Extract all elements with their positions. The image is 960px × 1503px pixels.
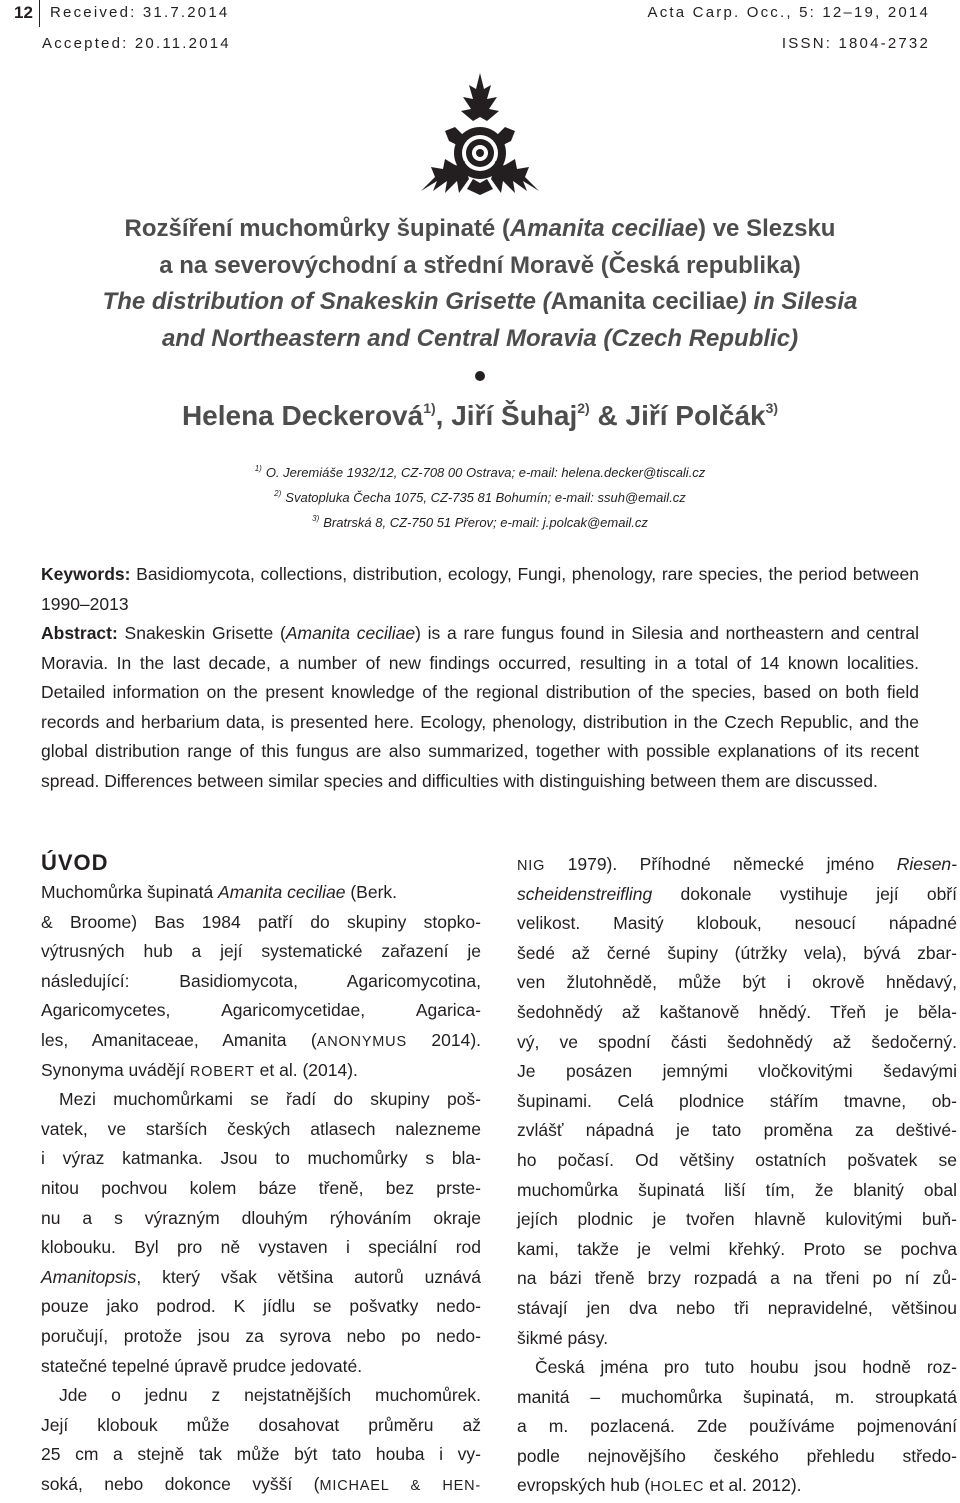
abstract-label: Abstract: [41,623,118,643]
affiliation-2: $^{2)}$ Svatopluka Čecha 1075, CZ-735 81 Bohumín; e-mail: ssuh@email.cz [274,489,686,505]
text-line: pouze jako podrod. K jídlu se pošvatky nedo- [41,1296,481,1317]
issn: ISSN: 1804-2732 [781,35,930,52]
article-title [40,211,920,357]
text-line: vý, ve spodní části šedohnědý až šedočerný. [517,1031,957,1052]
text-line: Muchomůrka šupinatá Amanita ceciliae (Berk. [41,882,398,902]
author-3: Jiří Polčák [625,400,766,431]
text-line: Synonyma uvádějí ROBERT et al. (2014). [41,1059,358,1080]
text-line: nu a s výrazným dlouhým rýhováním okraje [41,1207,481,1228]
section-heading-uvod: ÚVOD [41,850,109,875]
text-line: Její klobouk může dosahovat průměru až [41,1414,481,1435]
text-line: manitá – muchomůrka šupinatá, m. stroupkatá [517,1386,957,1407]
text-line: poručují, protože jsou za syrova nebo po nedo- [41,1325,481,1346]
text-line: NIG 1979). Příhodné německé jméno Riesen- [517,854,957,874]
text-line: Amanitopsis, který však většina autorů uznává [41,1266,481,1287]
text-line: i výraz katmanka. Jsou to muchomůrky s bla- [41,1148,481,1169]
text-line: podle nejnovějšího českého přehledu středo- [517,1445,957,1466]
text-line: les, Amanitaceae, Amanita (ANONYMUS 2014). [41,1029,482,1050]
author-3-mark: 3) [765,400,779,416]
text-line: jejích plodnic je tvořen hlavně kulovitými buň- [517,1209,957,1230]
keywords-label: Keywords: [41,564,131,584]
text-line: vatek, ve starších českých atlasech nalezneme [41,1118,481,1139]
text-line: na bázi třeně brzy rozpadá a na třeni po ní zů- [517,1268,957,1289]
text-line: velikost. Masitý klobouk, nesoucí nápadné [517,913,957,934]
text-line: Je posázen jemnými vločkovitými šedavými [517,1061,957,1082]
species-name: Amanita ceciliae [550,288,739,315]
text-line: šedohnědý až kaštanově hnědý. Třeň je běla- [517,1001,957,1022]
author-1: Helena Deckerová [181,400,424,431]
text-line: šikmé pásy. [517,1327,609,1348]
text-line: evropských hub (HOLEC et al. 2012). [517,1475,802,1496]
separator-dot [475,371,485,381]
header-divider [39,0,40,27]
title-english-line-2: and Northeastern and Central Moravia (Czech Republic) [161,324,799,352]
title-czech-line-1: Rozšíření muchomůrky šupinaté (Amanita ceciliae) ve Slezsku [124,215,836,242]
accepted-date: Accepted: 20.11.2014 [42,35,231,52]
abstract: Abstract: Snakeskin Grisette (Amanita ceciliae) is a rare fungus found in Silesia and northeastern and central Moravia. In the last decade, a number of new findings occurred, resulting in a total of 14 known localities. Detailed information on the present knowledge of the regional distribution of the species, based on both field records and herbarium data, is presented here. Ecology, phenology, distribution in the Czech Republic, and the global distribution range of this fungus are also summarized, together with possible explanations of its recent spread. Differences between similar species and difficulties with distinguishing between them are discussed. [41,623,920,791]
text-line: stávají jen dva nebo tři nepravidelné, většinou [517,1297,957,1318]
text-line: scheidenstreifling dokonale vystihuje její obří [517,883,957,904]
received-date: Received: 31.7.2014 [50,4,230,21]
text-line: zvlášť nápadná je tato proměna za deštivé- [517,1120,957,1141]
text-line: ho počasí. Od většiny ostatních pošvatek se [517,1149,957,1170]
text-line: a m. pozlacená. Zde používáme pojmenování [517,1416,957,1437]
right-column [517,850,957,1501]
affiliation-3: $^{3)}$ Bratrská 8, CZ-750 51 Přerov; e-mail: j.polcak@email.cz [312,514,648,530]
text-line: šedé až černé šupiny (útržky vela), bývá zbar- [517,942,957,963]
affiliations [40,458,920,533]
text-line: & Broome) Bas 1984 patří do skupiny stopko- [41,911,481,932]
text-line: výtrusných hub a její systematické zařazení je [41,941,481,962]
text-line: klobouku. Byl pro ně vystaven i speciální rod [41,1237,481,1258]
text-line: Jde o jednu z nejstatnějších muchomůrek. [59,1385,481,1406]
journal-citation: Acta Carp. Occ., 5: 12–19, 2014 [647,4,930,21]
keywords-abstract-block [41,560,919,796]
running-header [0,0,960,60]
author-list: Helena Deckerová$^{1)}$, Jiří Šuhaj$^{2)}$ & Jiří Polčák$^{3)}$ [181,400,779,431]
text-line: 25 cm a stejně tak může být tato houba i vy- [41,1444,481,1465]
text-line: Agaricomycetes, Agaricomycetidae, Agarica- [41,1000,481,1021]
text-line: kami, takže je velmi křehký. Proto se pochva [517,1238,957,1259]
text-line: soká, nebo dokonce vyšší (MICHAEL & HEN- [41,1473,482,1494]
title-english-line-1: The distribution of Snakeskin Grisette (Amanita ceciliae) in Silesia [102,288,858,315]
title-czech-line-2: a na severovýchodní a střední Moravě (Česká republika) [159,251,801,279]
author-2-mark: 2) [577,400,590,416]
text-line: nitou pochvou kolem báze třeně, bez prste- [41,1177,481,1198]
text-line: Mezi muchomůrkami se řadí do skupiny poš- [59,1089,481,1110]
text-line: statečné tepelné úpravě prudce jedovaté. [41,1355,363,1376]
left-column [41,848,481,1499]
text-line: Česká jména pro tuto houbu jsou hodně roz- [535,1357,957,1378]
text-line: muchomůrka šupinatá liší tím, že blanitý obal [517,1179,957,1200]
species-name: Amanita ceciliae [509,215,699,242]
author-2: Jiří Šuhaj [451,400,578,431]
thistle-logo-icon [415,71,545,211]
author-1-mark: 1) [423,400,436,416]
text-line: šupinami. Celá plodnice stářím tmavne, ob- [517,1090,957,1111]
species-name: Amanita ceciliae [285,623,416,643]
affiliation-1: $^{1)}$ O. Jeremiáše 1932/12, CZ-708 00 Ostrava; e-mail: helena.decker@tiscali.cz [254,464,706,480]
text-line: ven žlutohnědě, může být i okrově hnědavý, [517,972,957,993]
page-number: 12 [14,3,33,22]
text-line: následující: Basidiomycota, Agaricomycotina, [41,970,481,991]
keywords: Keywords: Basidiomycota, collections, distribution, ecology, Fungi, phenology, rare species, the period between 1990–2013 [41,564,919,614]
